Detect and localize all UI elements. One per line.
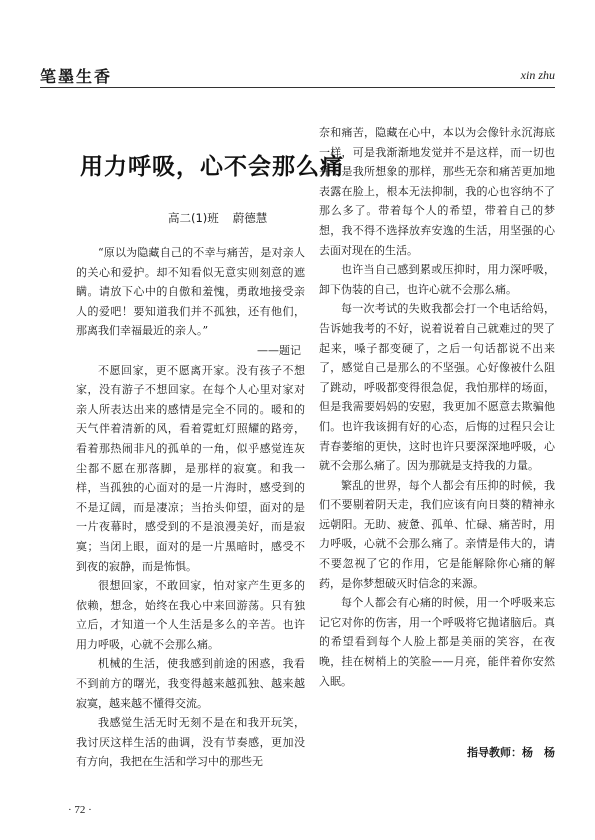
section-title: 笔墨生香 (40, 67, 113, 86)
advisor-credit (467, 744, 555, 760)
advisor-name: 杨 杨 (522, 746, 555, 759)
left-column (76, 243, 305, 800)
body-paragraph: 我感觉生活无时无刻不是在和我开玩笑，我讨厌这样生活的曲调，没有节奏感，更加没有方向，我把在生活和学习中的那些无 (76, 716, 305, 769)
body-paragraph: 很想回家，不敢回家，怕对家产生更多的依赖，想念，始终在我心中来回游荡。只有独立后，才知道一个人生活是多么的辛苦。也许用力呼吸，心就不会那么痛。 (76, 579, 305, 651)
advisor-label: 指导教师： (467, 746, 522, 759)
body-paragraph: 不愿回家，更不愿离开家。没有孩子不想家，没有游子不想回家。在每个人心里对家对亲人所表达出来的感情是完全不同的。暖和的天气伴着清新的风，看着霓虹灯照耀的路旁，看着那热闹非凡的孤单的一角，似乎感觉连灰尘都不愿在那落脚，是那样的寂寞。和我一样，当孤独的心面对的是一片海时，感受到的不是辽阔，而是凄凉；当抬头仰望，面对的是一片夜幕时，感受到的不是浪漫美好，而是寂寞；当闭上眼，面对的是一片黑暗时，感受不到夜的寂静，而是怖惧。 (76, 363, 305, 573)
body-paragraph: 每一次考试的失败我都会打一个电话给妈，告诉她我考的不好，说着说着自己就难过的哭了起来，嗓子都变硬了，之后一句话都说不出来了，感觉自己是那么的不坚强。心好像被什么阻了跳动，呼吸都变得很急促，我怕那样的场面，但是我需要妈妈的安慰，我更加不愿意去欺骗他们。也许我该拥有好的心态，后悔的过程只会让青春萎缩的更快，这时也许只要深深地呼吸，心就不会那么痛了。因为那就是支持我的力量。 (319, 302, 555, 473)
page-number: · 72 · (68, 804, 92, 816)
body-paragraph: 繁乱的世界，每个人都会有压抑的时候，我们不要剔着阴天走，我们应该有向日葵的精神永远朝阳。无助、疲惫、孤单、忙碌、痛苦时，用力呼吸，心就不会那么痛了。亲情是伟大的，请不要忽视了它的作用，它是能解除你心痛的解药，是你梦想破灭时信念的来源。 (319, 478, 555, 590)
body-paragraph: 每个人都会有心痛的时候，用一个呼吸来忘记它对你的伤害，用一个呼吸将它抛诸脑后。真的希望看到每个人脸上都是美丽的笑容，在夜晚，挂在树梢上的笑脸——月亮，能伴着你安然入眠。 (319, 596, 555, 688)
body-paragraph: 机械的生活，使我感到前途的困惑，我看不到前方的曙光，我变得越来越孤独、越来越寂寞，越来越不懂得交流。 (76, 657, 305, 710)
author-class: 高二(1)班 (168, 211, 219, 225)
section-pinyin: xin zhu (520, 68, 555, 82)
body-paragraph: 奈和痛苦，隐藏在心中，本以为会像针永沉海底一样，可是我渐渐地发觉并不是这样，而一切也并不是我所想象的那样，那些无奈和痛苦更加地表露在脸上，根本无法抑制，我的心也容纳不了那么多了。带着每个人的希望，带着自己的梦想，我不得不选择放弃安逸的生活，用坚强的心去面对现在的生活。 (319, 126, 555, 257)
epigraph: “原以为隐藏自己的不幸与痛苦，是对亲人的关心和爱护。却不知看似无意实则刻意的遮瞒。请放下心中的自傲和羞愧，勇敢地接受亲人的爱吧！要知道我们并不孤独，还有他们，那离我们幸福最近的亲人。” (76, 246, 305, 338)
byline (168, 210, 267, 226)
article-title: 用力呼吸，心不会那么痛 (80, 154, 344, 180)
epigraph-attribution: ——题记 (257, 343, 301, 357)
right-column (319, 123, 555, 800)
header-divider (40, 87, 555, 88)
author-name: 蔚德慧 (232, 211, 268, 225)
body-paragraph: 也许当自己感到累或压抑时，用力深呼吸，卸下伪装的自己，也许心就不会那么痛。 (319, 263, 555, 296)
